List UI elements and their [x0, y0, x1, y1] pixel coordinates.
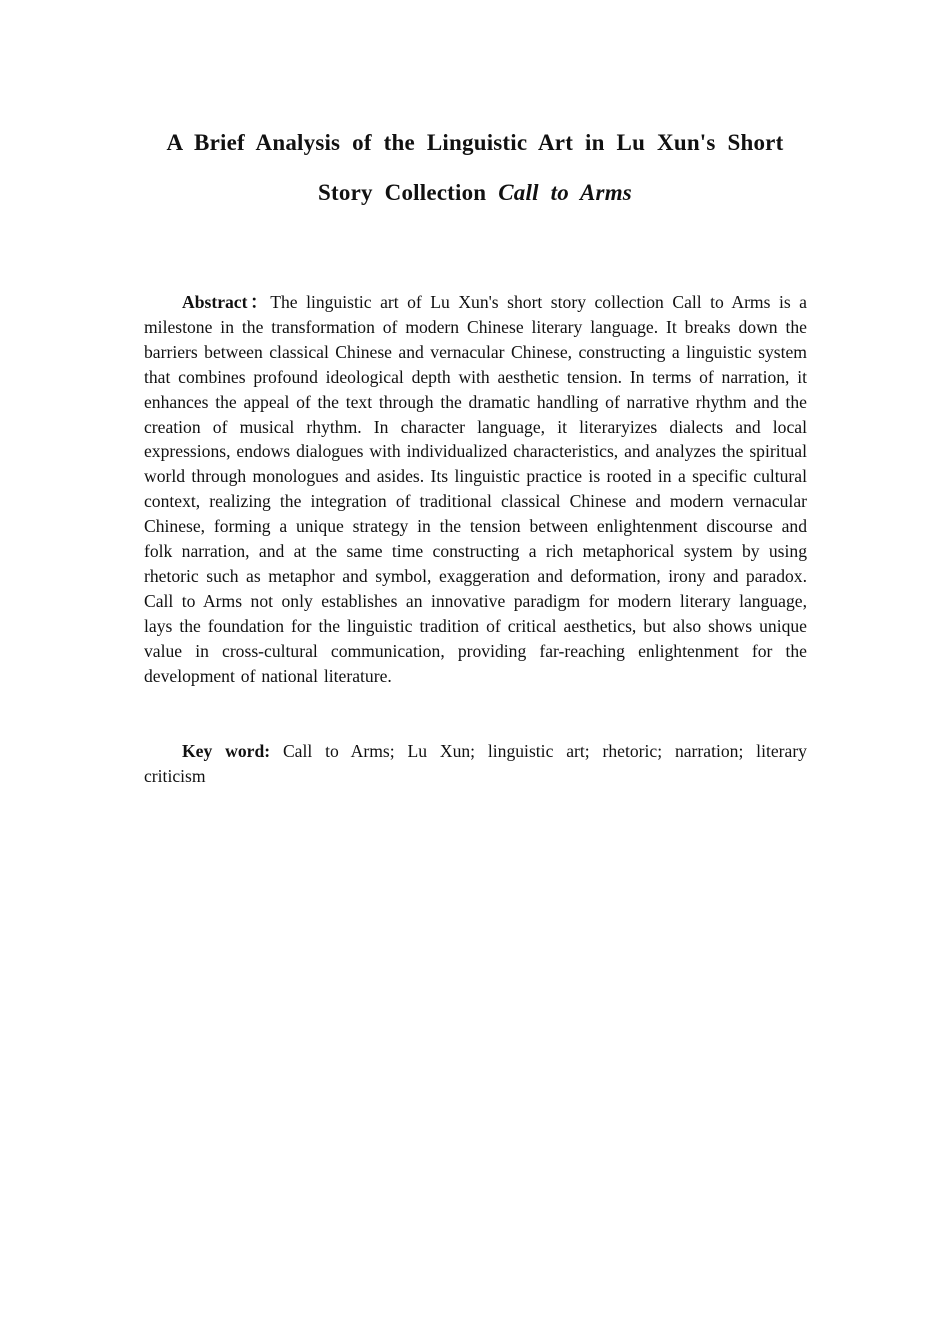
- abstract-label: Abstract：: [182, 292, 271, 312]
- keywords-text: Call to Arms; Lu Xun; linguistic art; rhetoric; narration; literary criticism: [144, 741, 807, 786]
- title-line-2-prefix: Story Collection: [318, 180, 487, 205]
- paper-title: [140, 118, 810, 218]
- title-line-2: [140, 168, 810, 218]
- abstract-paragraph: [144, 290, 807, 689]
- title-line-1: A Brief Analysis of the Linguistic Art in Lu Xun's Short: [166, 130, 784, 155]
- keywords-label: Key word:: [182, 741, 271, 761]
- abstract-text: The linguistic art of Lu Xun's short story collection Call to Arms is a milestone in the transformation of modern Chinese literary language. It breaks down the barriers between classical Chinese and vernacular Chinese, constructing a linguistic system that combines profound ideological depth with aesthetic tension. In terms of narration, it enhances the appeal of the text through the dramatic handling of narrative rhythm and the creation of musical rhythm. In character language, it literaryizes dialects and local expressions, endows dialogues with individualized characteristics, and analyzes the spiritual world through monologues and asides. Its linguistic practice is rooted in a specific cultural context, realizing the integration of traditional classical Chinese and modern vernacular Chinese, forming a unique strategy in the tension between enlightenment discourse and folk narration, and at the same time constructing a rich metaphorical system by using rhetoric such as metaphor and symbol, exaggeration and deformation, irony and paradox. Call to Arms not only establishes an innovative paradigm for modern literary language, lays the foundation for the linguistic tradition of critical aesthetics, but also shows unique value in cross-cultural communication, providing far-reaching enlightenment for the development of national literature.: [144, 292, 807, 686]
- title-book-name: Call to Arms: [498, 180, 632, 205]
- keywords-paragraph: [144, 739, 807, 789]
